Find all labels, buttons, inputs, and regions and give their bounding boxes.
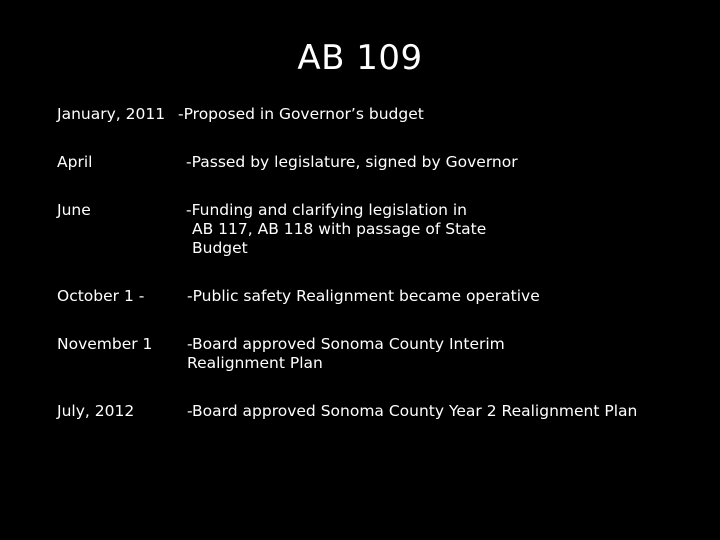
timeline-description-line: -Public safety Realignment became operative — [187, 287, 540, 305]
timeline-description-line: -Board approved Sonoma County Year 2 Realignment Plan — [187, 402, 638, 420]
timeline-description — [187, 335, 687, 373]
timeline-description — [187, 402, 687, 421]
timeline-description-line: Budget — [192, 239, 248, 257]
timeline-date: October 1 - — [57, 287, 145, 305]
timeline-date: November 1 — [57, 335, 153, 353]
timeline-description — [186, 153, 686, 172]
timeline-description-line: -Board approved Sonoma County Interim — [187, 335, 505, 353]
timeline-description-line: -Passed by legislature, signed by Governor — [186, 153, 518, 171]
timeline-description-line: -Proposed in Governor’s budget — [178, 105, 424, 123]
timeline-date: April — [57, 153, 93, 171]
timeline-description-line: AB 117, AB 118 with passage of State — [192, 220, 487, 238]
timeline-description-line: -Funding and clarifying legislation in — [186, 201, 468, 219]
timeline-description-line: Realignment Plan — [187, 354, 323, 372]
timeline-description — [187, 287, 687, 306]
slide-title: AB 109 — [297, 38, 423, 78]
timeline-date: January, 2011 — [57, 105, 166, 123]
timeline-date: June — [57, 201, 91, 219]
timeline-description — [186, 201, 686, 258]
timeline-description — [178, 105, 678, 124]
timeline-date: July, 2012 — [57, 402, 135, 420]
